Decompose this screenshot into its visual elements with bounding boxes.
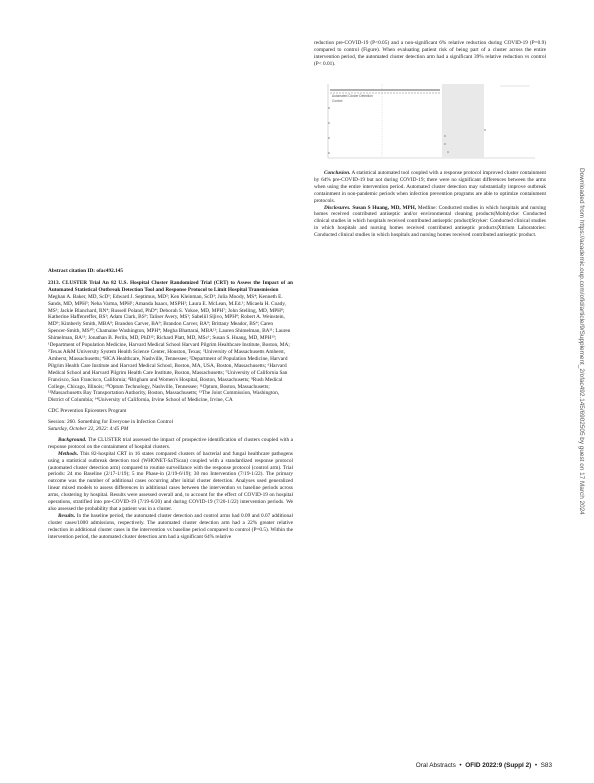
abstract-date: Saturday, October 22, 2022: 4:45 PM [48,426,129,433]
conclusion-lead: Conclusion. [324,170,351,176]
figure-chart [320,78,542,166]
abstract-session: Session: 260. Something for Everyone in Infection Control [48,419,174,426]
left-column [48,268,293,541]
methods-lead: Methods. [58,450,79,457]
figure-point [444,135,446,137]
page-footer: Oral Abstracts • OFID 2022:9 (Suppl 2) • S83 [415,762,552,769]
right-column [314,40,546,68]
conclusion-paragraph [314,170,546,205]
methods-text: This 82-hospital CRT in 16 states compared clusters of bacterial and fungal healthcare pathogens using a statistical outbreak detection tool (WHONET-SaTScan) coupled with a standardized response protocol (automated cluster detection arm) compared to routine surveillance with the response protocol (control arm). Trial periods: 24 mo Baseline (2/17-1/19); 5 mo Phase-in (2/19-6/19); 30 mo Intervention (7/19-1/22). The primary outcome was the number of additional cases occurring after initial cluster detection. Analyses used generalized linear mixed models to assess differences in additional cases between the intervention vs baseline periods across arms, clustering by hospital. Results were assessed overall and, to account for the effect of COVID-19 on hospital operations, stratified into pre-COVID-19 (7/19-6/20) and during COVID-19 (7/20-1/22) intervention periods. We also assessed the probability that a patient was in a cluster. [48,450,293,512]
figure-shaded-period [442,84,484,158]
figure-point [484,129,486,131]
legend-intervention: Automated Cluster Detection [332,94,373,98]
results-text: In the baseline period, the automated cluster detection and control arms had 0.09 and 0.07 additional cluster cases/1000 admissions, respectively. The automated cluster detection arm had a 22% greater relative reduction in additional cluster cases in the intervention vs baseline period compared to control (P=0.5). Within the intervention period, the automated cluster detection arm had a significant 64% relative [48,512,293,540]
abstract-program: CDC Prevention Epicenters Program [48,408,127,415]
results-paragraph [48,513,293,541]
figure-point [328,107,330,109]
figure-point [328,137,330,139]
footer-section: Oral Abstracts [415,762,456,769]
disclosures-paragraph [314,205,546,240]
results-figure [320,78,542,166]
background-text: The CLUSTER trial assessed the impact of prospective identification of clusters coupled with a response protocol on the containment of hospital clusters. [48,436,293,450]
figure-point [328,122,330,124]
results-continued: reduction pre-COVID-19 (P<0.05) and a non-significant 6% relative reduction during COVID-19 (P=0.9) compared to control (Figure). When evaluating patient risk of being part of a cluster across the entire intervention period, the automated cluster detection arm had a significant 39% relative reduction vs control (P< 0.01). [314,40,546,67]
legend-control: Control [332,99,343,103]
footer-journal: OFID [465,762,481,769]
abstract-title: 2313. CLUSTER Trial An 82 U.S. Hospital Cluster Randomized Trial (CRT) to Assess the Impact of an Automated Statistical Outbreak Detection Tool and Response Protocol to Limit Hospital Transmission [48,279,293,293]
abstract-authors: Meghan A. Baker, MD, ScD¹; Edward J. Septimus, MD²; Ken Kleinman, ScD³; Julia Moody, MS⁴; Kenneth E. Sands, MD, MPH⁵; Neha Varma, MPH¹; Amanda Isaacs, MSPH¹; Laura E. McLean, M.Ed.¹; Micaela H. Coady, MS¹; Jackie Blanchard, RN⁴; Russell Poland, PhD⁴; Deborah S. Yokoe, MD, MPH⁷; John Stelling, MD, MPH⁸; Katherine Haffenreffer, BS¹; Adam Clark, BS⁹; Taliser Avery, MS¹; Sabeliil Sljivo, MPH⁹; Robert A. Weinstein, MD⁹; Kimberly Smith, MBA⁹; Brandon Carver, BA⁹; Brandon Carver, BA⁹; Brittany Meador, BS⁴; Caren Spencer-Smith, MS¹⁰; Chamaine Washington, MPH⁴; Megha Bhattarai, MBA¹¹; Lauren Shimelman, BA¹¹; Lauren Shimelman, BA¹¹; Jonathan B. Perlin, MD, PhD¹²; Richard Platt, MD, MSc¹; Susan S. Huang, MD, MPH¹³; ¹Department of Population Medicine, Harvard Medical School Harvard Pilgrim Healthcare Institute, Boston, MA; ²Texas A&M University System Health Science Center, Houston, Texas; ³University of Massachusetts Amherst, Amherst, Massachusetts; ⁴HCA Healthcare, Nashville, Tennessee; ⁵Department of Population Medicine, Harvard Pilgrim Health Care Institute and Harvard Medical School, Boston, MA, USA, Boston, Massachusetts; ⁶Harvard Medical School and Harvard Pilgrim Health Care Institute, Boston, Massachusetts; ⁷University of California San Francisco, San Francisco, California; ⁸Brigham and Women's Hospital, Boston, Massachusetts; ⁹Rush Medical College, Chicago, Illinois; ¹⁰Optum Technology, Nashville, Tennessee; ¹¹Optum, Boston, Massachusetts; ¹²Massachusetts Bay Transportation Authority, Boston, Massachusetts; ¹³The Joint Commission, Washington, District of Columbia; ¹⁴University of California, Irvine School of Medicine, Irvine, CA [48,293,291,404]
disclosures-lead: Disclosures. [324,204,351,211]
download-notice: Downloaded from https://academic.oup.com/ofid/article/9/Supplement_2/ofac492.145/6902505 by guest on 17 March 2024 [578,168,585,515]
abstract-citation-id: Abstract citation ID: ofac492.145 [48,268,124,274]
conclusion-text: A statistical automated tool coupled with a response protocol improved cluster containment by 64% pre-COVID-19 but not during COVID-19; there were no significant differences between the arms when using the entire intervention period. Automated cluster detection may substantially improve outbreak containment in non-pandemic periods when infection prevention programs are able to optimize containment protocols. [314,170,546,204]
background-lead: Background. [58,436,87,443]
figure-point [447,151,449,153]
figure-point [328,152,330,154]
footer-page-number: S83 [540,762,552,769]
disclosures-author: Susan S Huang, MD, MPH, [352,204,417,211]
results-lead: Results. [58,512,76,519]
right-column-lower [314,170,546,239]
figure-point [444,143,446,145]
disclosures-text: Medline: Conducted studies in which hospitals and nursing homes received contributed antiseptic and/or environmental cleaning products|Molnlycke: Conducted clinical studies in which hospitals received contributed antiseptic product|Stryker: Conducted clinical studies in which hospitals and nursing homes received contributed antiseptic products|Xttrium Laboratories: Conducted clinical studies in which hospitals and nursing homes received contributed antiseptic product. [314,204,547,239]
methods-paragraph [48,451,293,513]
background-paragraph [48,437,293,451]
footer-volume: 2022:9 (Suppl 2) [482,762,532,769]
